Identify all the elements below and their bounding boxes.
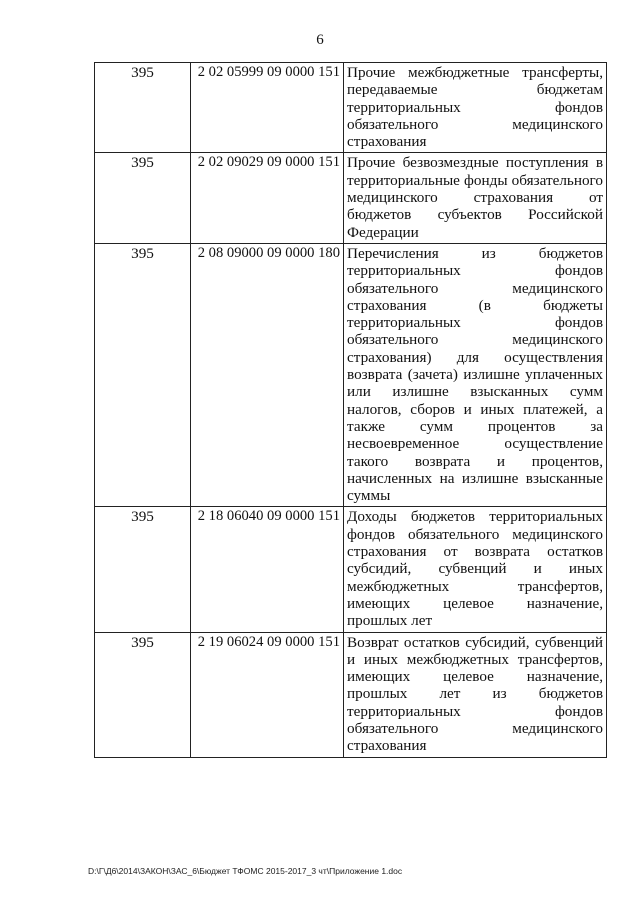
revenue-name-cell: Перечисления из бюджетов территориальных фондов обязательного медицинского страхования (в бюджеты территориальных фондов обязательного медицинского страхования) для осуществления возврата (зачета) излишне уплаченных или излишне взысканных сумм налогов, сборов и иных платежей, а также сумм процентов за несвоевременное осуществление такого возврата и процентов, начисленных на излишне взысканные суммы bbox=[344, 243, 607, 506]
admin-code-cell: 395 bbox=[95, 507, 191, 632]
admin-code-cell: 395 bbox=[95, 153, 191, 243]
revenue-code-table bbox=[94, 62, 607, 758]
table-row bbox=[95, 63, 607, 153]
budget-code-cell: 2 19 06024 09 0000 151 bbox=[191, 632, 344, 757]
table-row bbox=[95, 632, 607, 757]
admin-code-cell: 395 bbox=[95, 632, 191, 757]
admin-code-cell: 395 bbox=[95, 243, 191, 506]
file-path-footer: D:\Г\Д6\2014\ЗАКОН\ЗАС_6\Бюджет ТФОМС 2015-2017_3 чт\Приложение 1.doc bbox=[88, 866, 403, 876]
revenue-name-cell: Доходы бюджетов территориальных фондов обязательного медицинского страхования от возврата остатков субсидий, субвенций и иных межбюджетных трансфертов, имеющих целевое назначение, прошлых лет bbox=[344, 507, 607, 632]
page-number: 6 bbox=[316, 32, 324, 48]
revenue-name-cell: Возврат остатков субсидий, субвенций и иных межбюджетных трансфертов, имеющих целевое назначение, прошлых лет из бюджетов территориальных фондов обязательного медицинского страхования bbox=[344, 632, 607, 757]
budget-code-cell: 2 08 09000 09 0000 180 bbox=[191, 243, 344, 506]
revenue-name-cell: Прочие безвозмездные поступления в территориальные фонды обязательного медицинского страхования от бюджетов субъектов Российской Федерации bbox=[344, 153, 607, 243]
table-row bbox=[95, 153, 607, 243]
budget-code-cell: 2 02 09029 09 0000 151 bbox=[191, 153, 344, 243]
budget-code-cell: 2 02 05999 09 0000 151 bbox=[191, 63, 344, 153]
table-row bbox=[95, 507, 607, 632]
admin-code-cell: 395 bbox=[95, 63, 191, 153]
revenue-name-cell: Прочие межбюджетные трансферты, передаваемые бюджетам территориальных фондов обязательного медицинского страхования bbox=[344, 63, 607, 153]
table-row bbox=[95, 243, 607, 506]
budget-code-cell: 2 18 06040 09 0000 151 bbox=[191, 507, 344, 632]
